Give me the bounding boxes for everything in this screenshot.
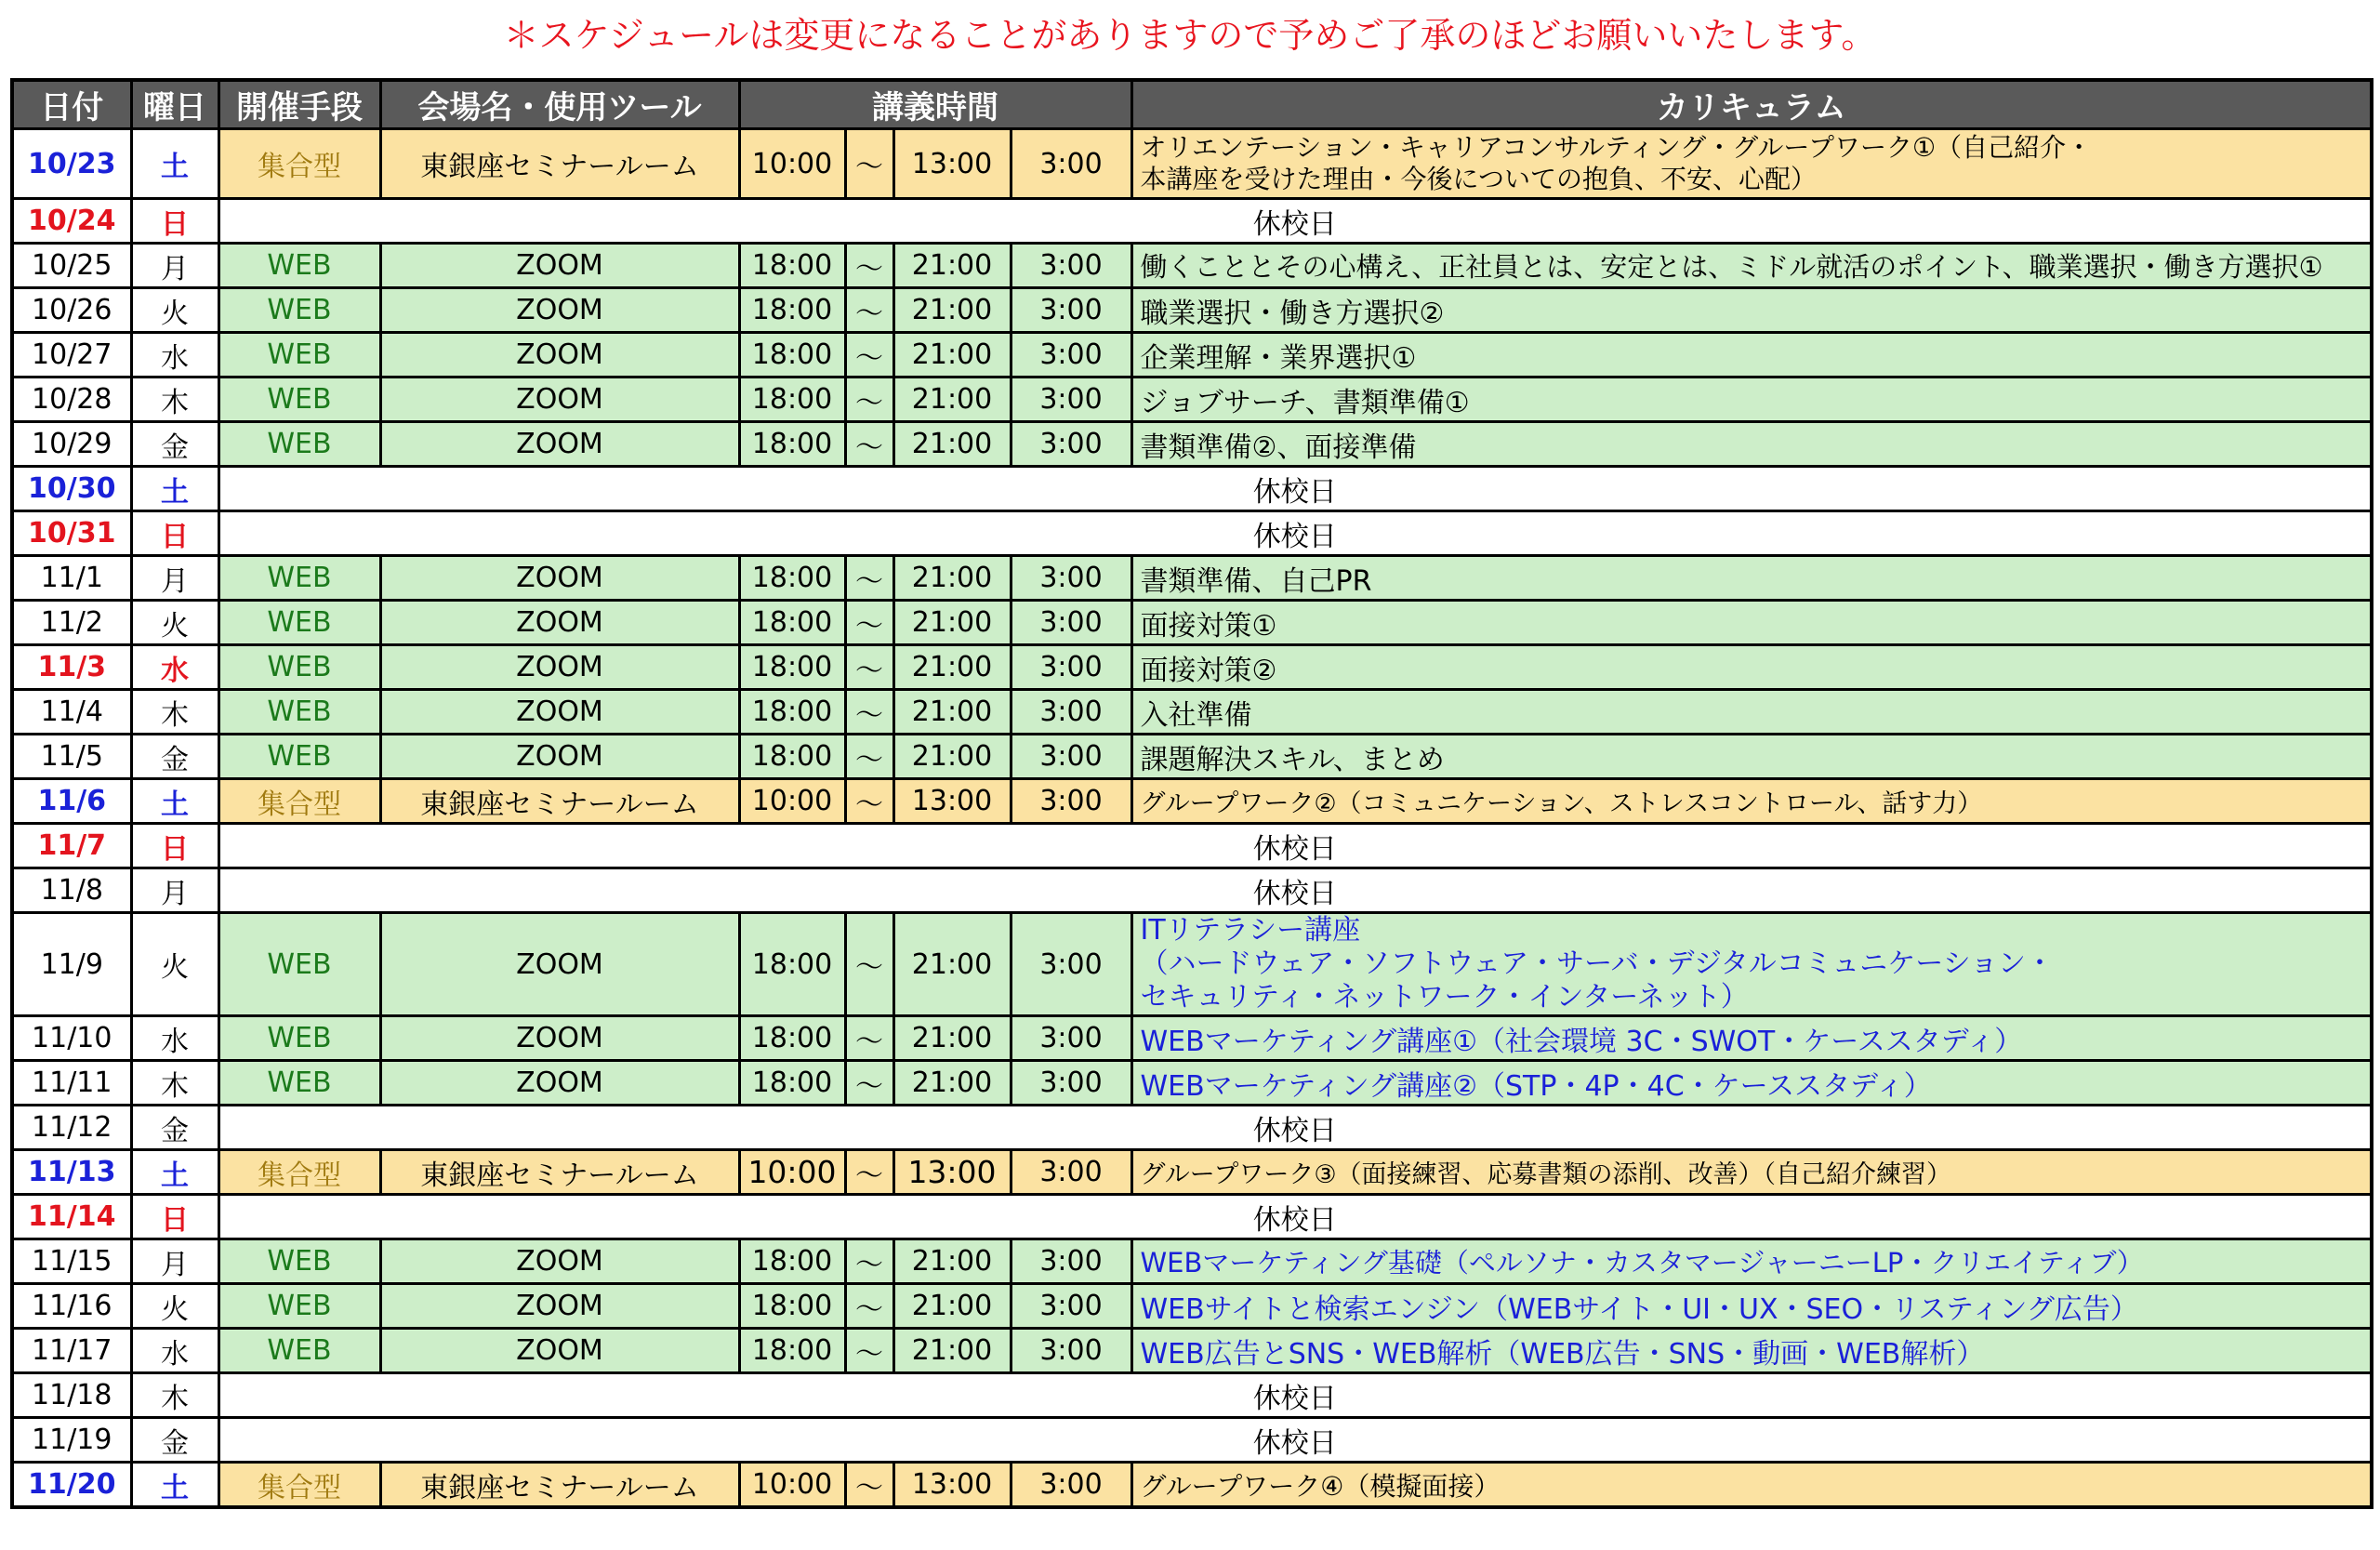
- row-curriculum: 課題解決スキル、まとめ: [1131, 735, 2372, 779]
- row-start: 18:00: [739, 244, 845, 288]
- row-venue: ZOOM: [380, 244, 739, 288]
- row-duration: 3:00: [1011, 690, 1131, 735]
- row-end: 21:00: [893, 1329, 1011, 1373]
- row-curriculum: グループワーク③（面接練習、応募書類の添削、改善）（自己紹介練習）: [1131, 1150, 2372, 1195]
- row-end: 21:00: [893, 333, 1011, 378]
- row-date: 11/1: [12, 556, 131, 601]
- row-date: 11/7: [12, 824, 131, 868]
- row-start: 18:00: [739, 913, 845, 1016]
- row-date: 11/6: [12, 779, 131, 824]
- table-row: [12, 1284, 2372, 1329]
- row-start: 10:00: [739, 1150, 845, 1195]
- row-tilde: ～: [845, 1061, 893, 1106]
- table-row: [12, 645, 2372, 690]
- row-start: 18:00: [739, 378, 845, 422]
- row-date: 11/13: [12, 1150, 131, 1195]
- table-row: [12, 1239, 2372, 1284]
- row-curriculum: WEB広告とSNS・WEB解析（WEB広告・SNS・動画・WEB解析）: [1131, 1329, 2372, 1373]
- row-duration: 3:00: [1011, 1284, 1131, 1329]
- row-date: 10/31: [12, 511, 131, 556]
- row-curriculum: WEBサイトと検索エンジン（WEBサイト・UI・UX・SEO・リスティング広告）: [1131, 1284, 2372, 1329]
- row-venue: ZOOM: [380, 690, 739, 735]
- row-start: 10:00: [739, 779, 845, 824]
- row-start: 18:00: [739, 1239, 845, 1284]
- row-duration: 3:00: [1011, 913, 1131, 1016]
- row-tilde: ～: [845, 913, 893, 1016]
- row-mode: WEB: [218, 690, 380, 735]
- row-duration: 3:00: [1011, 1061, 1131, 1106]
- table-row: [12, 333, 2372, 378]
- row-tilde: ～: [845, 333, 893, 378]
- row-end: 13:00: [893, 1463, 1011, 1508]
- table-row: [12, 1195, 2372, 1239]
- row-mode: WEB: [218, 913, 380, 1016]
- row-start: 18:00: [739, 333, 845, 378]
- row-end: 21:00: [893, 1239, 1011, 1284]
- row-mode: WEB: [218, 645, 380, 690]
- row-date: 11/20: [12, 1463, 131, 1508]
- row-date: 11/2: [12, 601, 131, 645]
- row-date: 10/25: [12, 244, 131, 288]
- row-duration: 3:00: [1011, 1239, 1131, 1284]
- row-day: 火: [131, 913, 218, 1016]
- table-row: [12, 1106, 2372, 1150]
- row-day: 土: [131, 1150, 218, 1195]
- curriculum-line: セキュリティ・ネットワーク・インターネット）: [1140, 981, 1749, 1013]
- table-row: [12, 422, 2372, 467]
- row-mode: 集合型: [218, 129, 380, 199]
- row-duration: 3:00: [1011, 422, 1131, 467]
- row-tilde: ～: [845, 1284, 893, 1329]
- row-mode: 集合型: [218, 1463, 380, 1508]
- row-end: 21:00: [893, 913, 1011, 1016]
- row-mode: WEB: [218, 1239, 380, 1284]
- table-row: [12, 1150, 2372, 1195]
- row-day: 日: [131, 824, 218, 868]
- row-mode: WEB: [218, 1284, 380, 1329]
- table-row: [12, 1418, 2372, 1463]
- row-date: 10/28: [12, 378, 131, 422]
- row-day: 土: [131, 129, 218, 199]
- row-duration: 3:00: [1011, 288, 1131, 333]
- row-end: 13:00: [893, 1150, 1011, 1195]
- row-venue: ZOOM: [380, 1239, 739, 1284]
- row-duration: 3:00: [1011, 779, 1131, 824]
- row-end: 21:00: [893, 690, 1011, 735]
- row-venue: ZOOM: [380, 422, 739, 467]
- row-day: 火: [131, 288, 218, 333]
- row-mode: WEB: [218, 1329, 380, 1373]
- row-start: 18:00: [739, 288, 845, 333]
- curriculum-line: 本講座を受けた理由・今後についての抱負、不安、心配）: [1140, 164, 1817, 194]
- row-duration: 3:00: [1011, 1016, 1131, 1061]
- row-curriculum: 入社準備: [1131, 690, 2372, 735]
- row-day: 月: [131, 1239, 218, 1284]
- row-mode: WEB: [218, 422, 380, 467]
- row-venue: ZOOM: [380, 333, 739, 378]
- row-venue: 東銀座セミナールーム: [380, 1463, 739, 1508]
- row-mode: WEB: [218, 333, 380, 378]
- holiday-cell: 休校日: [218, 868, 2372, 913]
- row-start: 18:00: [739, 422, 845, 467]
- row-venue: 東銀座セミナールーム: [380, 1150, 739, 1195]
- row-tilde: ～: [845, 422, 893, 467]
- row-curriculum: 面接対策①: [1131, 601, 2372, 645]
- row-day: 月: [131, 244, 218, 288]
- row-duration: 3:00: [1011, 378, 1131, 422]
- row-venue: ZOOM: [380, 1061, 739, 1106]
- row-day: 土: [131, 1463, 218, 1508]
- holiday-cell: 休校日: [218, 1195, 2372, 1239]
- row-start: 18:00: [739, 556, 845, 601]
- row-duration: 3:00: [1011, 601, 1131, 645]
- row-date: 11/9: [12, 913, 131, 1016]
- table-row: [12, 1061, 2372, 1106]
- table-row: [12, 129, 2372, 199]
- row-curriculum: [1131, 913, 2372, 1016]
- row-curriculum: グループワーク④（模擬面接）: [1131, 1463, 2372, 1508]
- row-curriculum: 書類準備、自己PR: [1131, 556, 2372, 601]
- row-date: 10/26: [12, 288, 131, 333]
- row-end: 21:00: [893, 244, 1011, 288]
- row-tilde: ～: [845, 1150, 893, 1195]
- row-venue: ZOOM: [380, 378, 739, 422]
- row-mode: WEB: [218, 556, 380, 601]
- table-row: [12, 690, 2372, 735]
- row-day: 土: [131, 779, 218, 824]
- row-curriculum: 企業理解・業界選択①: [1131, 333, 2372, 378]
- row-date: 10/29: [12, 422, 131, 467]
- row-start: 18:00: [739, 1329, 845, 1373]
- row-day: 日: [131, 199, 218, 244]
- row-tilde: ～: [845, 1329, 893, 1373]
- row-tilde: ～: [845, 735, 893, 779]
- row-date: 11/18: [12, 1373, 131, 1418]
- row-venue: ZOOM: [380, 1016, 739, 1061]
- holiday-cell: 休校日: [218, 467, 2372, 511]
- row-day: 水: [131, 1329, 218, 1373]
- row-duration: 3:00: [1011, 1463, 1131, 1508]
- row-day: 木: [131, 690, 218, 735]
- row-venue: ZOOM: [380, 556, 739, 601]
- row-end: 21:00: [893, 1284, 1011, 1329]
- row-tilde: ～: [845, 1016, 893, 1061]
- header-venue: 会場名・使用ツール: [380, 80, 739, 129]
- row-tilde: ～: [845, 1463, 893, 1508]
- table-header-row: [12, 80, 2372, 129]
- row-date: 11/16: [12, 1284, 131, 1329]
- table-row: [12, 1463, 2372, 1508]
- row-start: 18:00: [739, 1016, 845, 1061]
- row-tilde: ～: [845, 288, 893, 333]
- holiday-cell: 休校日: [218, 199, 2372, 244]
- row-day: 月: [131, 556, 218, 601]
- row-start: 18:00: [739, 645, 845, 690]
- table-row: [12, 1016, 2372, 1061]
- row-date: 11/5: [12, 735, 131, 779]
- row-end: 13:00: [893, 129, 1011, 199]
- row-date: 11/10: [12, 1016, 131, 1061]
- row-end: 21:00: [893, 1061, 1011, 1106]
- row-date: 11/17: [12, 1329, 131, 1373]
- row-mode: 集合型: [218, 1150, 380, 1195]
- row-day: 月: [131, 868, 218, 913]
- row-tilde: ～: [845, 645, 893, 690]
- row-venue: ZOOM: [380, 645, 739, 690]
- row-day: 水: [131, 333, 218, 378]
- holiday-cell: 休校日: [218, 1418, 2372, 1463]
- table-row: [12, 556, 2372, 601]
- row-end: 21:00: [893, 422, 1011, 467]
- table-row: [12, 511, 2372, 556]
- row-day: 水: [131, 645, 218, 690]
- row-tilde: ～: [845, 601, 893, 645]
- row-date: 11/14: [12, 1195, 131, 1239]
- table-row: [12, 779, 2372, 824]
- row-duration: 3:00: [1011, 556, 1131, 601]
- row-duration: 3:00: [1011, 129, 1131, 199]
- row-day: 金: [131, 422, 218, 467]
- row-curriculum: 面接対策②: [1131, 645, 2372, 690]
- table-row: [12, 288, 2372, 333]
- row-curriculum: WEBマーケティング講座①（社会環境 3C・SWOT・ケーススタディ）: [1131, 1016, 2372, 1061]
- holiday-cell: 休校日: [218, 1106, 2372, 1150]
- row-tilde: ～: [845, 1239, 893, 1284]
- row-curriculum: WEBマーケティング基礎（ペルソナ・カスタマージャーニーLP・クリエイティブ）: [1131, 1239, 2372, 1284]
- row-day: 水: [131, 1016, 218, 1061]
- row-end: 21:00: [893, 601, 1011, 645]
- header-date: 日付: [12, 80, 131, 129]
- row-mode: WEB: [218, 378, 380, 422]
- row-mode: 集合型: [218, 779, 380, 824]
- row-curriculum: 職業選択・働き方選択②: [1131, 288, 2372, 333]
- row-start: 10:00: [739, 1463, 845, 1508]
- row-day: 金: [131, 1418, 218, 1463]
- row-duration: 3:00: [1011, 244, 1131, 288]
- table-row: [12, 601, 2372, 645]
- table-row: [12, 1329, 2372, 1373]
- row-day: 日: [131, 511, 218, 556]
- curriculum-line: オリエンテーション・キャリアコンサルティング・グループワーク①（自己紹介・: [1140, 132, 2093, 163]
- row-venue: ZOOM: [380, 288, 739, 333]
- row-mode: WEB: [218, 735, 380, 779]
- row-end: 21:00: [893, 378, 1011, 422]
- row-venue: ZOOM: [380, 913, 739, 1016]
- schedule-notice: ＊スケジュールは変更になることがありますので予めご了承のほどお願いいたします。: [503, 15, 1877, 56]
- row-duration: 3:00: [1011, 1150, 1131, 1195]
- row-venue: ZOOM: [380, 1284, 739, 1329]
- row-date: 10/23: [12, 129, 131, 199]
- row-day: 金: [131, 1106, 218, 1150]
- row-day: 木: [131, 378, 218, 422]
- row-day: 金: [131, 735, 218, 779]
- header-mode: 開催手段: [218, 80, 380, 129]
- row-day: 木: [131, 1373, 218, 1418]
- holiday-cell: 休校日: [218, 511, 2372, 556]
- row-day: 火: [131, 1284, 218, 1329]
- row-venue: ZOOM: [380, 601, 739, 645]
- row-mode: WEB: [218, 244, 380, 288]
- row-date: 11/3: [12, 645, 131, 690]
- row-tilde: ～: [845, 690, 893, 735]
- row-end: 21:00: [893, 288, 1011, 333]
- row-day: 木: [131, 1061, 218, 1106]
- row-curriculum: [1131, 129, 2372, 199]
- holiday-cell: 休校日: [218, 824, 2372, 868]
- row-tilde: ～: [845, 244, 893, 288]
- row-tilde: ～: [845, 779, 893, 824]
- row-mode: WEB: [218, 601, 380, 645]
- row-end: 21:00: [893, 1016, 1011, 1061]
- row-end: 21:00: [893, 735, 1011, 779]
- row-curriculum: グループワーク②（コミュニケーション、ストレスコントロール、話す力）: [1131, 779, 2372, 824]
- curriculum-line: ITリテラシー講座: [1140, 914, 1361, 947]
- table-row: [12, 378, 2372, 422]
- row-date: 11/15: [12, 1239, 131, 1284]
- row-start: 18:00: [739, 1284, 845, 1329]
- table-row: [12, 1373, 2372, 1418]
- row-duration: 3:00: [1011, 645, 1131, 690]
- row-venue: ZOOM: [380, 1329, 739, 1373]
- row-venue: ZOOM: [380, 735, 739, 779]
- schedule-table: [10, 78, 2373, 1509]
- table-row: [12, 244, 2372, 288]
- row-start: 10:00: [739, 129, 845, 199]
- row-date: 11/19: [12, 1418, 131, 1463]
- row-day: 日: [131, 1195, 218, 1239]
- row-date: 11/12: [12, 1106, 131, 1150]
- row-day: 土: [131, 467, 218, 511]
- row-venue: 東銀座セミナールーム: [380, 779, 739, 824]
- row-day: 火: [131, 601, 218, 645]
- row-duration: 3:00: [1011, 1329, 1131, 1373]
- row-start: 18:00: [739, 1061, 845, 1106]
- row-venue: 東銀座セミナールーム: [380, 129, 739, 199]
- row-end: 21:00: [893, 556, 1011, 601]
- row-tilde: ～: [845, 378, 893, 422]
- row-start: 18:00: [739, 735, 845, 779]
- row-tilde: ～: [845, 556, 893, 601]
- row-tilde: ～: [845, 129, 893, 199]
- row-curriculum: ジョブサーチ、書類準備①: [1131, 378, 2372, 422]
- header-time: 講義時間: [739, 80, 1131, 129]
- row-curriculum: WEBマーケティング講座②（STP・4P・4C・ケーススタディ）: [1131, 1061, 2372, 1106]
- holiday-cell: 休校日: [218, 1373, 2372, 1418]
- row-end: 13:00: [893, 779, 1011, 824]
- row-date: 10/30: [12, 467, 131, 511]
- curriculum-line: （ハードウェア・ソフトウェア・サーバ・デジタルコミュニケーション・: [1140, 947, 2054, 980]
- row-curriculum: 書類準備②、面接準備: [1131, 422, 2372, 467]
- header-curriculum: カリキュラム: [1131, 80, 2372, 129]
- row-date: 11/11: [12, 1061, 131, 1106]
- row-mode: WEB: [218, 1061, 380, 1106]
- row-mode: WEB: [218, 288, 380, 333]
- row-date: 10/24: [12, 199, 131, 244]
- table-row: [12, 735, 2372, 779]
- table-row: [12, 824, 2372, 868]
- row-start: 18:00: [739, 601, 845, 645]
- row-mode: WEB: [218, 1016, 380, 1061]
- row-date: 11/8: [12, 868, 131, 913]
- table-row: [12, 913, 2372, 1016]
- row-start: 18:00: [739, 690, 845, 735]
- header-day: 曜日: [131, 80, 218, 129]
- table-row: [12, 467, 2372, 511]
- table-row: [12, 868, 2372, 913]
- row-date: 10/27: [12, 333, 131, 378]
- row-duration: 3:00: [1011, 735, 1131, 779]
- row-end: 21:00: [893, 645, 1011, 690]
- row-duration: 3:00: [1011, 333, 1131, 378]
- row-date: 11/4: [12, 690, 131, 735]
- row-curriculum: 働くこととその心構え、正社員とは、安定とは、ミドル就活のポイント、職業選択・働き方選択①: [1131, 244, 2372, 288]
- table-row: [12, 199, 2372, 244]
